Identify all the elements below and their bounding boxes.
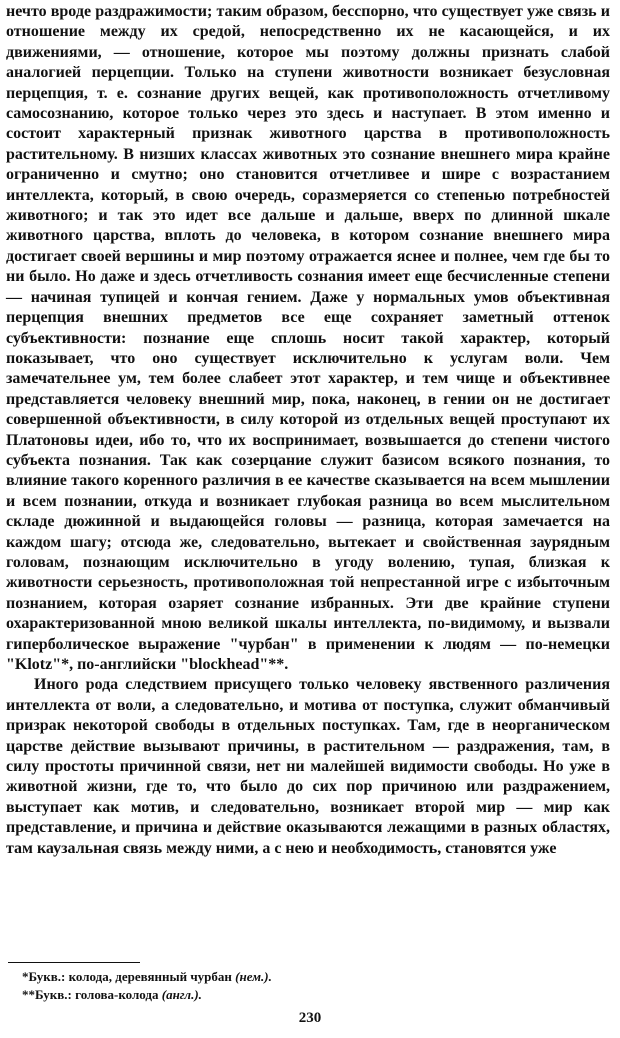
footnote-marker: ** [22, 987, 35, 1002]
footnote-language: (нем.). [235, 969, 272, 984]
footnotes [22, 968, 272, 1004]
page-number: 230 [298, 1010, 322, 1026]
footnote-language: (англ.). [161, 987, 202, 1002]
paragraph-continued: нечто вроде раздражимости; таким образом, бесспорно, что существует уже связь и отношение между их средой, непосредственно их не касающейся, и их движениями, — отношение, которое мы поэтому должны признать слабой аналогией перцепции. Только на ступени животности возникает безусловная перцепция, т. е. сознание других вещей, как противоположность отчетливому самосознанию, которое только через это здесь и наступает. В этом именно и состоит характерный признак животного царства в противоположность растительному. В низших классах животных это сознание внешнего мира крайне ограниченно и смутно; оно становится отчетливее и шире с возрастанием интеллекта, который, в свою очередь, соразмеряется со степенью потребностей животного; и так это идет все дальше и дальше, вверх по длинной шкале животного царства, вплоть до человека, в котором сознание внешнего мира достигает своей вершины и мир поэтому отражается яснее и полнее, чем где бы то ни было. Но даже и здесь отчетливость сознания имеет еще бесчисленные степени — начиная тупицей и кончая гением. Даже у нормальных умов объективная перцепция внешних предметов все еще сохраняет заметный оттенок субъективности: познание еще сплошь носит такой характер, который показывает, что оно существует исключительно к услугам воли. Чем замечательнее ум, тем более слабеет этот характер, и тем чище и объективнее представляется человеку внешний мир, пока, наконец, в гении он не достигает совершенной объективности, в силу которой из отдельных вещей проступают их Платоновы идеи, ибо то, что их воспринимает, возвышается до степени чистого субъекта познания. Так как созерцание служит базисом всякого познания, то влияние такого коренного различия в ее качестве сказывается на всем мышлении и всем познании, откуда и возникает глубокая разница во всем мыслительном складе дюжинной и выдающейся головы — разница, которая замечается на каждом шагу; отсюда же, следовательно, вытекает и свойственная заурядным головам, познающим исключительно в угоду волению, тупая, близкая к животности серьезность, противоположная той непрестанной игре с избыточным познанием, которая озаряет сознание избранных. Эти две крайние ступени охарактеризованной мною великой шкалы интеллекта, по-видимому, и вызвали гиперболическое выражение "чурбан" в применении к людям — по-немецки "Klotz"*, по-английски "blockhead"**. [6, 3, 610, 673]
footnote-1 [22, 968, 272, 986]
paragraph: Иного рода следствием присущего только человеку явственного различения интеллекта от воли, а следовательно, и мотива от поступка, служит обманчивый призрак некоторой свободы в отдельных поступках. Там, где в неорганическом царстве действие вызывают причины, в растительном — раздражения, там, в силу простоты причинной связи, нет ни малейшей видимости свободы. Но уже в животной жизни, где то, что было до сих пор причиною или раздражением, выступает как мотив, и следовательно, возникает второй мир — мир как представление, и причина и действие оказываются лежащими в разных областях, там каузальная связь между ними, а с нею и необходимость, становятся уже [6, 676, 610, 857]
footnote-text: Букв.: голова-колода [35, 987, 159, 1002]
footnote-2 [22, 986, 272, 1004]
main-text [6, 2, 610, 859]
footnote-marker: * [22, 969, 29, 984]
footnote-text: Букв.: колода, деревянный чурбан [28, 969, 232, 984]
footnote-divider [8, 962, 140, 963]
